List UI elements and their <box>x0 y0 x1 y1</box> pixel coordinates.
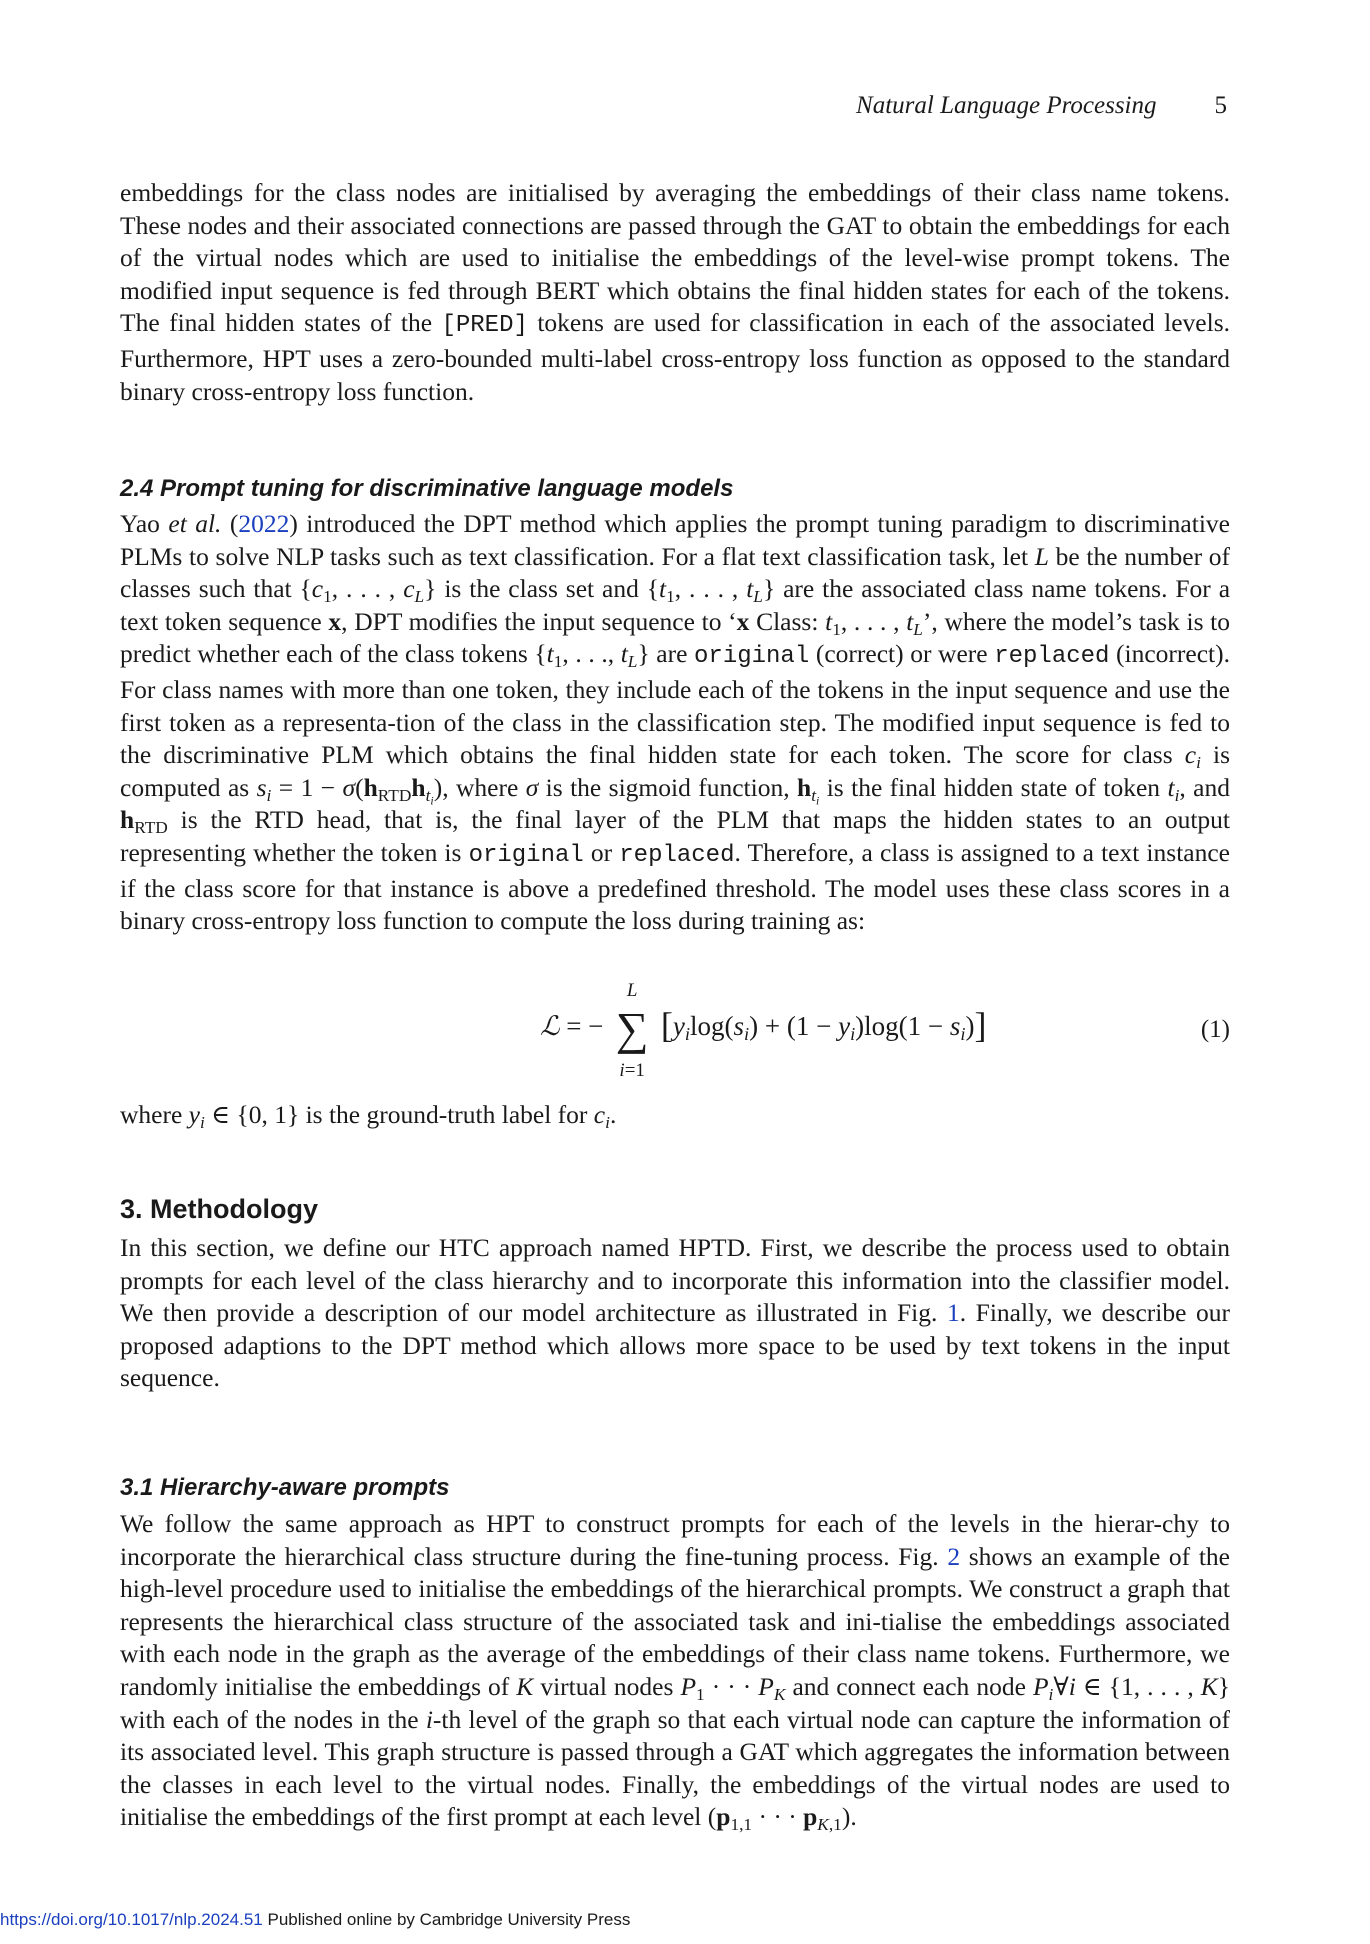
publisher-note: Published online by Cambridge University Press <box>262 1910 631 1929</box>
original-code: original <box>694 643 810 671</box>
journal-title: Natural Language Processing <box>856 92 1157 119</box>
citation-link[interactable]: 2022 <box>238 509 290 538</box>
after-equation-line: where $y_i$ ∈ {0, 1} is the ground-truth label for $c_i$. <box>120 1100 617 1132</box>
section-3-1-heading: 3.1 Hierarchy-aware prompts <box>120 1474 450 1501</box>
doi-link[interactable]: https://doi.org/10.1017/nlp.2024.51 <box>0 1910 263 1929</box>
after-equation-block <box>120 1099 1230 1132</box>
page-number: 5 <box>1214 92 1227 119</box>
equation-1 <box>120 979 1230 1090</box>
figure-2-link[interactable]: 2 <box>947 1541 961 1571</box>
intro-block <box>120 177 1230 408</box>
running-head <box>856 92 1227 120</box>
equation-number: (1) <box>1200 1016 1230 1043</box>
intro-paragraph: embeddings for the class nodes are initialised by averaging the embeddings of their class name tokens. These nodes and their associated connections are passed through the GAT to obtain the embeddings for each of the virtual nodes which are used to initialise the embeddings of the level-wise prompt tokens. The modified input sequence is fed through BERT which obtains the final hidden states for each of the tokens. The final hidden states of the [PRED] tokens are used for classification in each of the associated levels. Furthermore, HPT uses a zero-bounded multi-label cross-entropy loss function as opposed to the standard binary cross-entropy loss function. <box>120 178 1231 406</box>
section-3-1-block <box>120 1508 1230 1834</box>
pred-token-code: [PRED] <box>441 312 528 340</box>
replaced-code: replaced <box>994 643 1110 671</box>
summation: L ∑ i=1 <box>615 979 649 1081</box>
section-3-1-paragraph: We follow the same approach as HPT to construct prompts for each of the levels in the hierar-chy to incorporate the hierarchical class structure during the fine-tuning process. Fig. 2 shows an example of the high-level procedure used to initialise the embeddings of the hierarchical prompts. We construct a graph that represents the hierarchical class structure of the associated task and ini-tialise the embeddings associated with each node in the graph as the average of the embeddings of their class name tokens. Furthermore, we randomly initialise the embeddings of K virtual nodes $P_1$ · · · $P_K$ and connect each node $P_i\forall i$ ∈ {1, . . . , K} with each of the nodes in the i-th level of the graph so that each virtual node can capture the information of its associated level. This graph structure is passed through a GAT which aggregates the information between the classes in each level to the virtual nodes. Finally, the embeddings of the virtual nodes are used to initialise the embeddings of the first prompt at each level ($p_{1,1}$ · · · $p_{K,1}$). <box>120 1509 1231 1835</box>
section-2-4-block <box>120 508 1230 938</box>
section-2-4-paragraph: Yao et al. (2022) introduced the DPT method which applies the prompt tuning paradigm to discriminative PLMs to solve NLP tasks such as text classification. For a flat text classification task, let L be the number of classes such that {$c_1$, . . . , $c_L$} is the class set and {$t_1$, . . . , $t_L$} are the associated class name tokens. For a text token sequence x, DPT modifies the input sequence to ‘x Class: $t_1$, . . . , $t_L$’, where the model’s task is to predict whether each of the class tokens {$t_1$, . . ., $t_L$} are original (correct) or were replaced (incorrect). For class names with more than one token, they include each of the tokens in the input sequence and use the first token as a representa-tion of the class in the classification step. The modified input sequence is fed to the discriminative PLM which obtains the final hidden state for each token. The score for class $c_i$ is computed as $s_i = 1 - \sigma(h_{RTD}h_{t_i})$, where σ is the sigmoid function, $h_{t_i}$ is the final hidden state of token $t_i$, and $h_{RTD}$ is the RTD head, that is, the final layer of the PLM that maps the hidden states to an output representing whether the token is original or replaced. Therefore, a class is assigned to a text instance if the class score for that instance is above a predefined threshold. The model uses these class scores in a binary cross-entropy loss function to compute the loss during training as: <box>120 509 1231 936</box>
section-3-heading: 3. Methodology <box>120 1194 318 1224</box>
section-2-4-heading-wrap <box>120 475 1230 503</box>
section-3-1-heading-wrap <box>120 1474 1230 1502</box>
section-2-4-heading: 2.4 Prompt tuning for discriminative language models <box>120 475 734 502</box>
footer <box>0 1910 630 1930</box>
figure-1-link[interactable]: 1 <box>946 1298 960 1328</box>
section-3-heading-wrap <box>120 1194 1230 1225</box>
section-3-block <box>120 1232 1230 1395</box>
loss-formula: ℒ = − L ∑ i=1 $[y_i\log(s_i) + (1 - y_i)\log(1 - s_i)]$ <box>540 979 987 1081</box>
section-3-paragraph: In this section, we define our HTC approach named HPTD. First, we describe the process used to obtain prompts for each level of the class hierarchy and to incorporate this information into the classifier model. We then provide a description of our model architecture as illustrated in Fig. 1. Finally, we describe our proposed adaptions to the DPT method which allows more space to be used by text tokens in the input sequence. <box>120 1233 1230 1393</box>
